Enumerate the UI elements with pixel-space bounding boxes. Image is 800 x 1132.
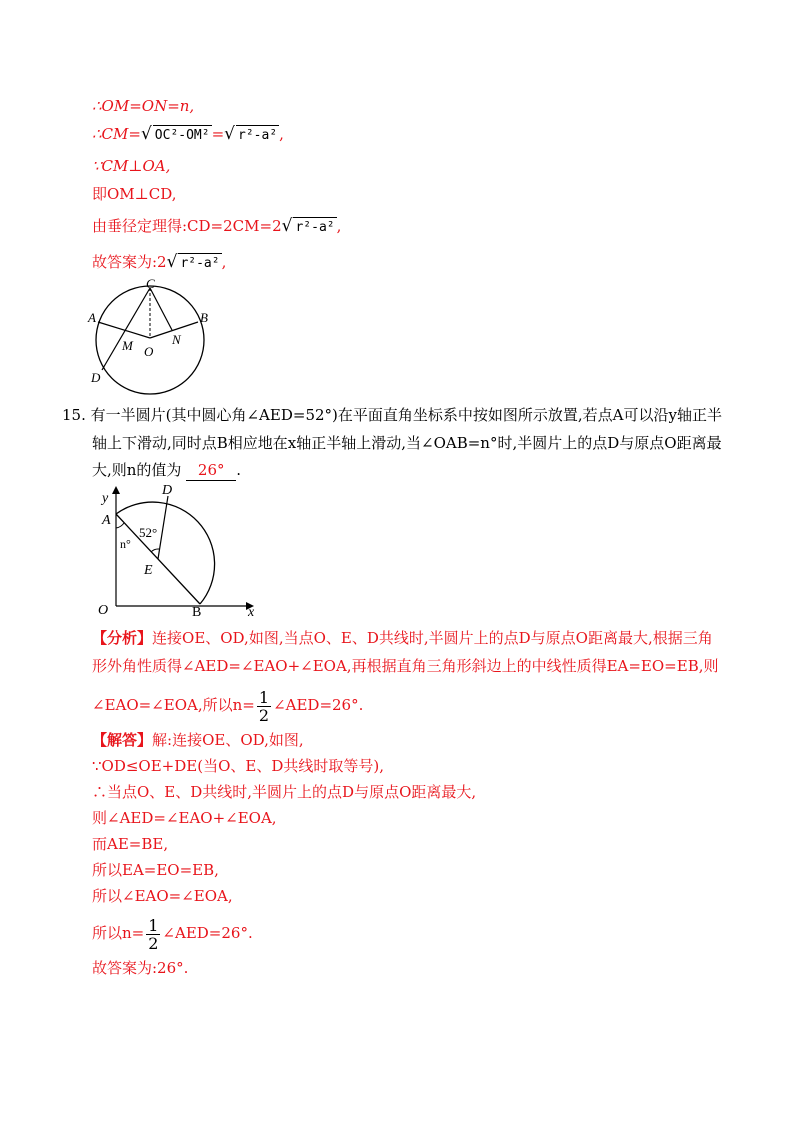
- label-b: B: [192, 605, 202, 618]
- analysis-text-1: 连接OE、OD,如图,当点O、E、D共线时,半圆片上的点D与原点O距离最大,根据三角: [152, 629, 713, 647]
- prev-line-6-post: ,: [221, 253, 227, 271]
- label-d: D: [91, 370, 101, 385]
- solution-line-7: 所以∠EAO=∠EOA,: [92, 887, 233, 905]
- sqrt-symbol: √: [224, 124, 236, 144]
- chord-cd: [102, 288, 150, 370]
- analysis-line-2: 形外角性质得∠AED=∠EAO+∠EOA,再根据直角三角形斜边上的中线性质得EA=EO=EB,则: [92, 657, 719, 675]
- prev-line-6: [92, 252, 226, 274]
- question-text-3: 大,则n的值为: [92, 461, 182, 479]
- fraction-numerator: 1: [258, 687, 270, 707]
- sqrt-symbol: √: [281, 216, 293, 236]
- label-o: O: [98, 603, 109, 618]
- prev-line-5-post: ,: [336, 217, 342, 235]
- question-number: 15.: [62, 406, 86, 424]
- solution-line-3: ∴当点O、E、D共线时,半圆片上的点D与原点O距离最大,: [92, 783, 477, 801]
- prev-line-5-pre: 由垂径定理得:CD=2CM=2: [92, 217, 282, 235]
- solution-line-9: 故答案为:26°.: [92, 959, 189, 977]
- solution-text-8-pre: 所以n=: [92, 924, 145, 942]
- prev-line-2-pre: ∴CM=: [92, 125, 141, 143]
- prev-line-2: [92, 124, 284, 146]
- analysis-tag: 【分析】: [92, 629, 153, 647]
- solution-line-2: ∵OD≤OE+DE(当O、E、D共线时取等号),: [92, 757, 384, 775]
- prev-line-3: ∵CM⊥OA,: [92, 157, 171, 175]
- label-n: N: [172, 332, 181, 347]
- y-axis-arrow-icon: [112, 486, 120, 494]
- solution-text-8-post: ∠AED=26°.: [162, 924, 253, 942]
- fraction-half: [146, 917, 160, 952]
- sqrt-symbol: √: [166, 252, 178, 272]
- prev-line-2-radicand-1: OC²-OM²: [153, 125, 212, 146]
- fraction-numerator: 1: [148, 915, 159, 935]
- analysis-text-3-pre: ∠EAO=∠EOA,所以n=: [92, 696, 255, 714]
- label-angle-52: 52°: [139, 525, 158, 540]
- prev-line-5-radicand: r²-a²: [293, 217, 336, 238]
- question-text-2: 轴上下滑动,同时点B相应地在x轴正半轴上滑动,当∠OAB=n°时,半圆片上的点D与原点O距离最: [92, 434, 722, 452]
- circle-outline: [96, 286, 204, 394]
- label-a: A: [102, 513, 111, 528]
- label-e: E: [144, 563, 153, 578]
- prev-line-2-radicand-2: r²-a²: [236, 125, 279, 146]
- fraction-denominator: 2: [258, 705, 270, 725]
- prev-line-1: ∴OM=ON=n,: [92, 97, 195, 115]
- prev-line-6-radicand: r²-a²: [178, 253, 221, 274]
- label-d: D: [162, 483, 173, 498]
- analysis-line-1: [92, 628, 713, 648]
- answer-blank: 26°: [186, 460, 236, 481]
- label-o: O: [144, 344, 154, 359]
- question-15: [62, 405, 722, 425]
- semicircle-arc: [116, 502, 215, 604]
- prev-line-2-mid: =: [211, 125, 225, 143]
- prev-line-2-post: ,: [279, 125, 284, 143]
- solution-line-8: [92, 912, 253, 954]
- sqrt-symbol: √: [140, 124, 152, 144]
- label-y: y: [102, 491, 109, 506]
- prev-line-5: [92, 216, 341, 238]
- question-text-1: 有一半圆片(其中圆心角∠AED=52°)在平面直角坐标系中按如图所示放置,若点A可以沿y轴正半: [90, 406, 722, 424]
- solution-line-4: 则∠AED=∠EAO+∠EOA,: [92, 809, 277, 827]
- semicircle-figure: [88, 478, 268, 618]
- angle-52-arc: [151, 549, 159, 552]
- solution-tag: 【解答】: [92, 731, 153, 749]
- prev-line-6-pre: 故答案为:2: [92, 253, 167, 271]
- label-angle-n: n°: [120, 537, 131, 551]
- label-a: A: [88, 310, 96, 325]
- segment-cn: [150, 288, 172, 330]
- solution-line-6: 所以EA=EO=EB,: [92, 861, 219, 879]
- label-c: C: [146, 278, 155, 291]
- label-m: M: [122, 338, 133, 353]
- label-b: B: [200, 310, 208, 325]
- angle-n-arc: [116, 523, 124, 528]
- prev-line-4: 即OM⊥CD,: [92, 185, 177, 203]
- fraction-half: [257, 689, 271, 724]
- analysis-line-3: [92, 684, 363, 726]
- analysis-text-3-post: ∠AED=26°.: [273, 696, 364, 714]
- label-x: x: [248, 605, 255, 618]
- fraction-denominator: 2: [148, 933, 159, 953]
- circle-figure: [84, 278, 224, 396]
- solution-line-5: 而AE=BE,: [92, 835, 169, 853]
- radius-ed: [158, 496, 168, 559]
- solution-text-1: 解:连接OE、OD,如图,: [152, 731, 304, 749]
- solution-line-1: [92, 730, 304, 750]
- question-text-3-post: .: [236, 461, 241, 479]
- chord-ao: [98, 322, 150, 338]
